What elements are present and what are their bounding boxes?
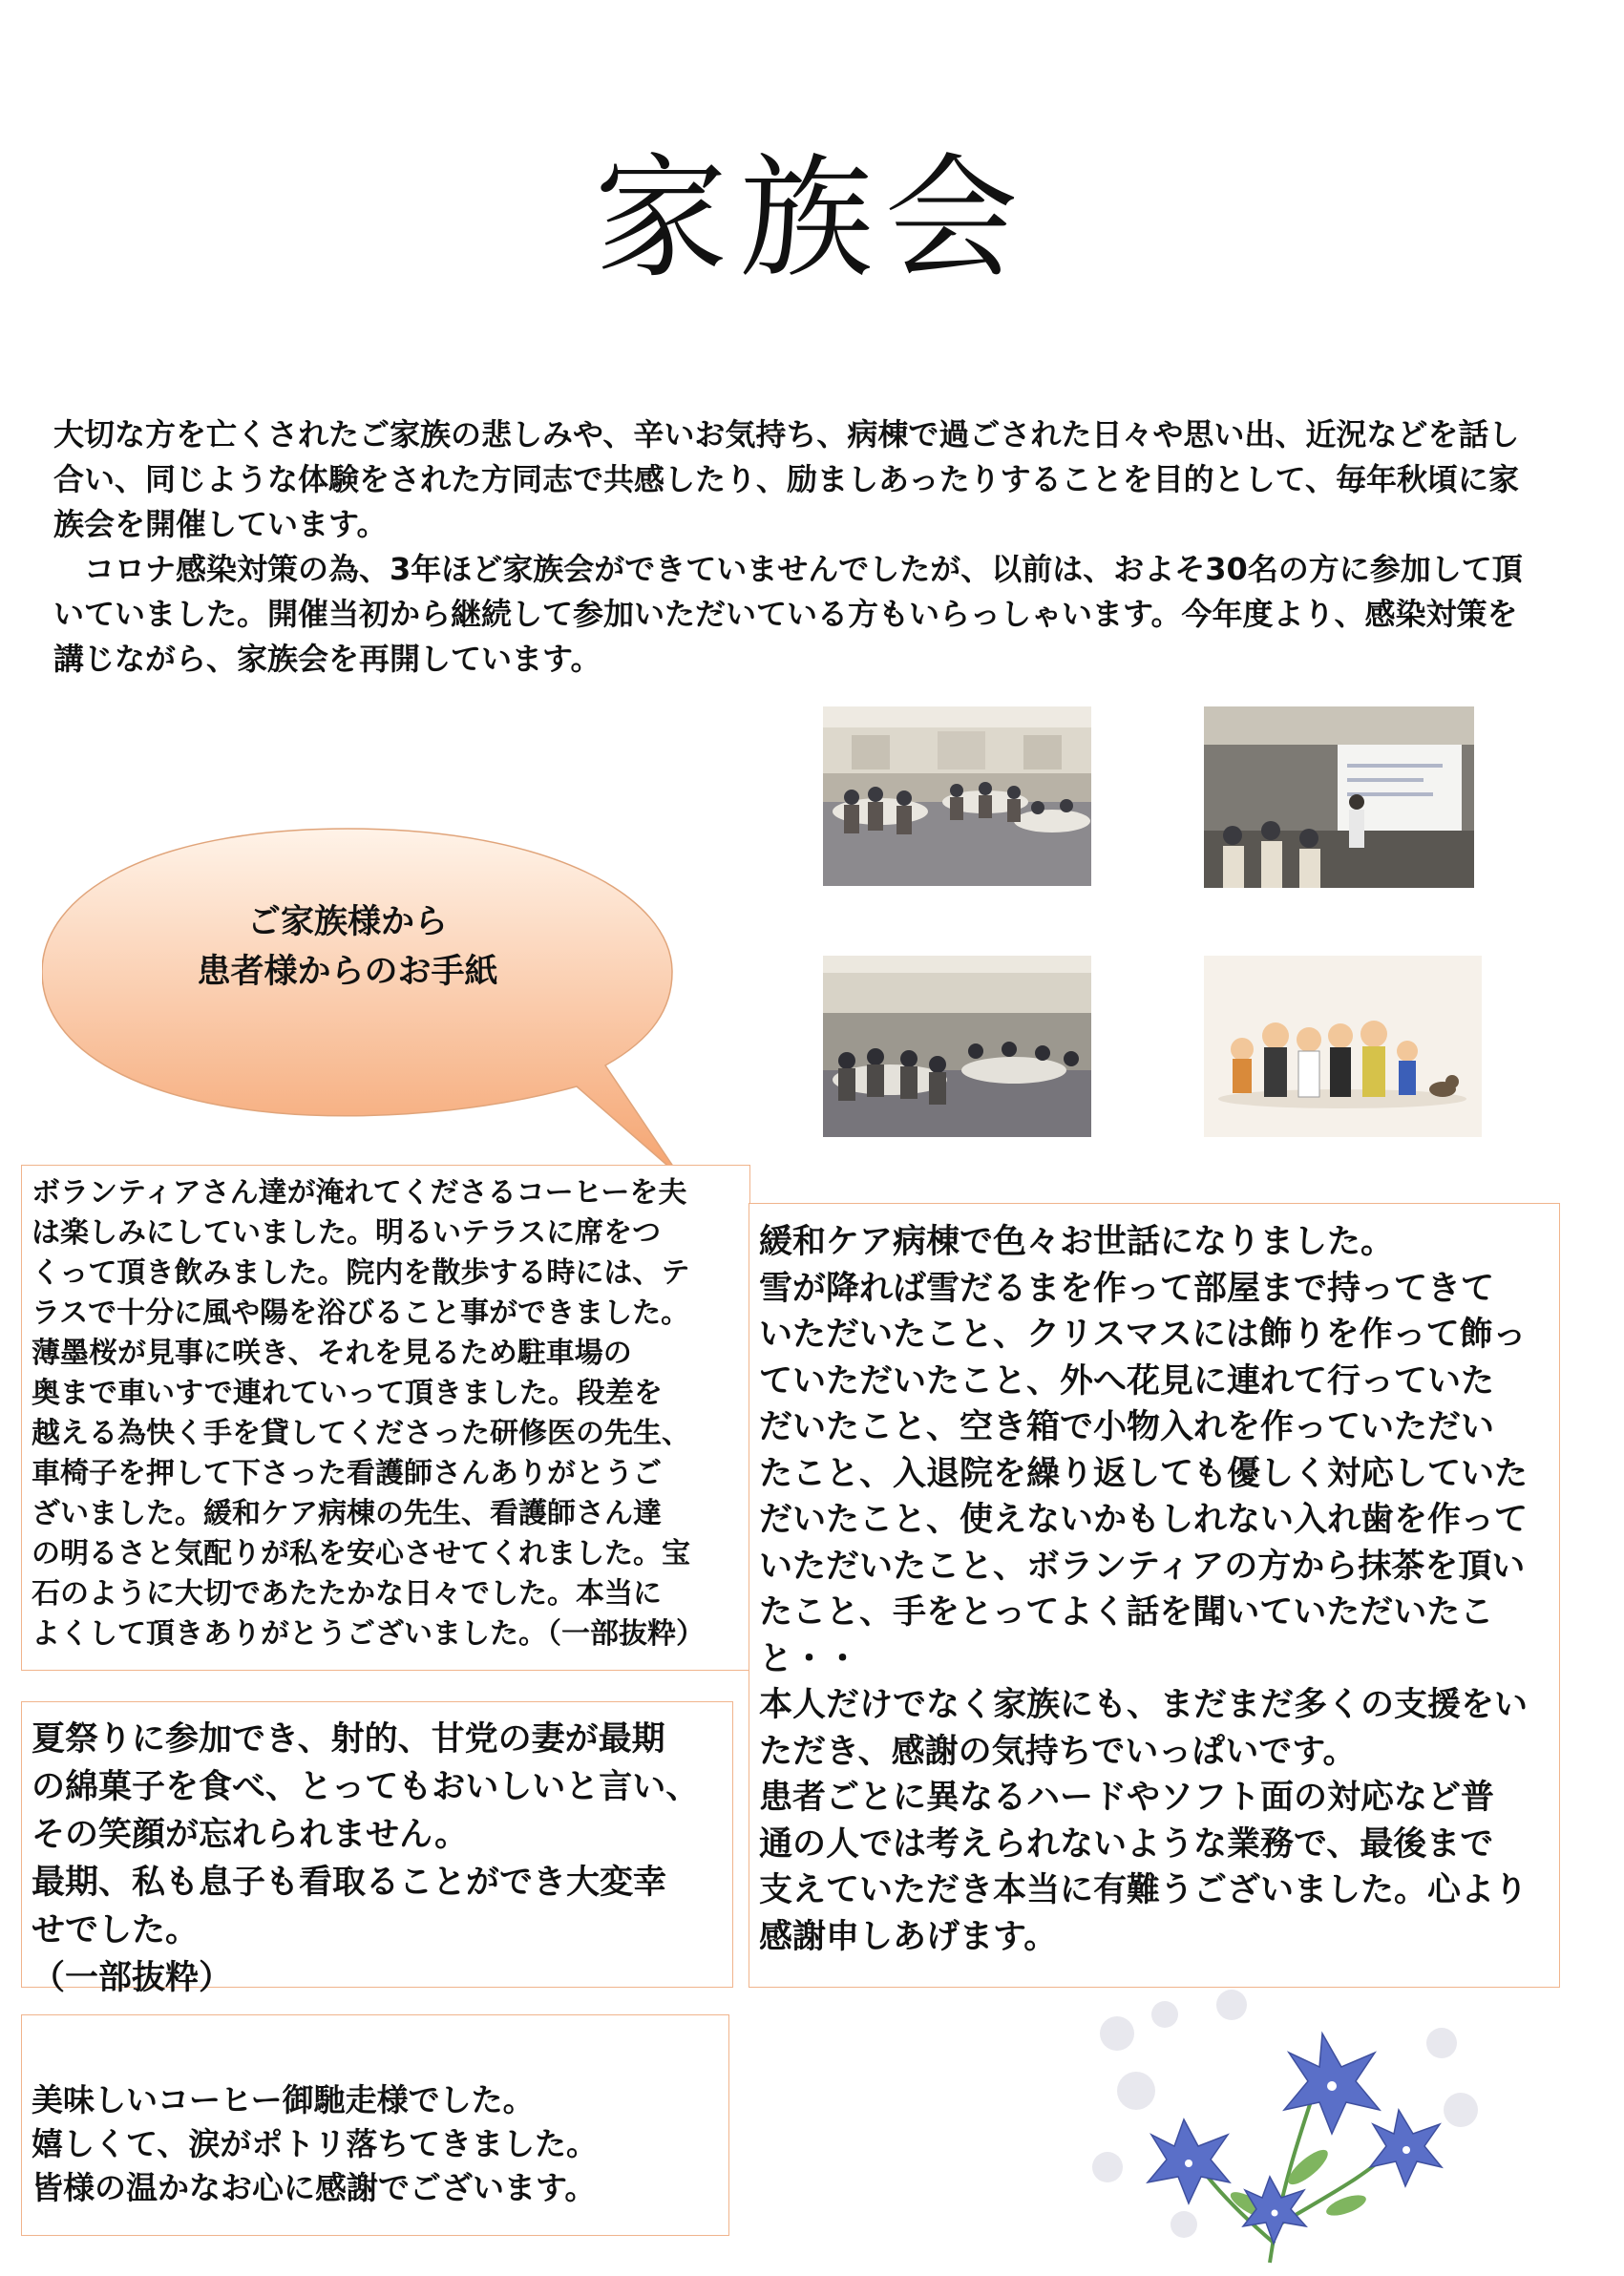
letter-line: 皆様の温かなお心に感謝でございます。 [32,2169,597,2206]
letter-line: たこと、手をとってよく話を聞いていただいたこ [759,1593,1494,1632]
photo-meeting-room [823,706,1091,886]
letter-line: 最期、私も息子も看取ることができ大変幸 [32,1864,667,1902]
letter-line: 奥まで車いすで連れていって頂きました。段差を [32,1377,663,1410]
letter-line: 感謝申しあげます。 [759,1917,1058,1956]
letter-card-coffee-terrace [21,1165,750,1671]
letter-line: 夏祭りに参加でき、射的、甘党の妻が最期 [32,1720,665,1759]
letter-line: 患者ごとに異なるハードやソフト面の対応など普 [759,1779,1495,1817]
letter-line: ボランティアさん達が淹れてくださるコーヒーを夫 [32,1176,687,1210]
photo-group-discussion [823,956,1091,1137]
letter-line: 通の人では考えられないような業務で、最後まで [759,1824,1494,1864]
intro-paragraph-1: 大切な方を亡くされたご家族の悲しみや、辛いお気持ち、病棟で過ごされた日々や思い出、近況などを話し合い、同じような体験をされた方同志で共感したり、励ましあったりすることを目的として、毎年秋頃に家族会を開催しています。 [53,416,1520,542]
intro-text [53,412,1543,682]
letter-card-palliative-care [749,1203,1560,1988]
bubble-line-1: ご家族様から [246,903,448,941]
letter-line: （一部抜粋） [32,1959,233,1997]
letter-line: の綿菓子を食べ、とってもおいしいと言い、 [32,1768,700,1806]
letter-line: せでした。 [32,1911,200,1949]
bellflower-illustration [1079,1976,1499,2272]
intro-paragraph-2: コロナ感染対策の為、3年ほど家族会ができていませんでしたが、以前は、およそ30名の方に参加して頂いていました。開催当初から継続して参加いただいている方もいらっしゃいます。今年度より、感染対策を講じながら、家族会を再開しています。 [53,551,1523,677]
page-title: 家族会 [594,141,1030,297]
letter-line: 雪が降れば雪だるまを作って部屋まで持ってきて [759,1269,1495,1308]
bubble-line-2: 患者様からのお手紙 [197,953,498,991]
letter-line: ていただいたこと、外へ花見に連れて行っていた [759,1361,1495,1401]
photo-clay-figures [1204,956,1482,1137]
letter-line: その笑顔が忘れられません。 [32,1816,469,1854]
letter-line: は楽しみにしていました。明るいテラスに席をつ [32,1216,662,1250]
letter-line: と・・ [759,1639,860,1678]
letter-line: 嬉しくて、涙がポトリ落ちてきました。 [32,2125,599,2162]
letter-line: くって頂き飲みました。院内を散歩する時には、テ [32,1256,690,1290]
letter-line: よくして頂きありがとうございました。（一部抜粋） [32,1617,705,1651]
speech-bubble [42,810,701,1182]
letter-line: ラスで十分に風や陽を浴びること事ができました。 [32,1296,690,1330]
letter-line: ざいました。緩和ケア病棟の先生、看護師さん達 [32,1497,662,1530]
letter-line: いただいたこと、ボランティアの方から抹茶を頂い [759,1547,1526,1586]
letter-line: 緩和ケア病棟で色々お世話になりました。 [759,1223,1395,1261]
letter-line: たこと、入退院を繰り返しても優しく対応していた [759,1454,1529,1493]
letter-line: だいたこと、空き箱で小物入れを作っていただい [759,1408,1495,1446]
letter-line: いただいたこと、クリスマスには飾りを作って飾っ [759,1316,1527,1354]
letter-line: 越える為快く手を貸してくださった研修医の先生、 [32,1417,690,1450]
letter-line: 美味しいコーヒー御馳走様でした。 [32,2081,535,2118]
letter-card-summer-festival [21,1701,733,1997]
letter-line: 車椅子を押して下さった看護師さんありがとうご [32,1457,662,1490]
letter-line: 石のように大切であたたかな日々でした。本当に [32,1577,662,1611]
letter-line: 本人だけでなく家族にも、まだまだ多くの支援をい [759,1686,1529,1724]
letter-line: ただき、感謝の気持ちでいっぱいです。 [759,1732,1357,1771]
letter-line: 支えていただき本当に有難うございました。心より [759,1871,1529,1909]
photo-presentation [1204,706,1474,888]
letter-line: だいたこと、使えないかもしれない入れ歯を作って [759,1501,1529,1539]
bubble-text [42,897,653,997]
letter-card-coffee-thanks [21,2014,729,2236]
letter-line: の明るさと気配りが私を安心させてくれました。宝 [32,1537,690,1570]
letter-line: 薄墨桜が見事に咲き、それを見るため駐車場の [32,1337,632,1370]
